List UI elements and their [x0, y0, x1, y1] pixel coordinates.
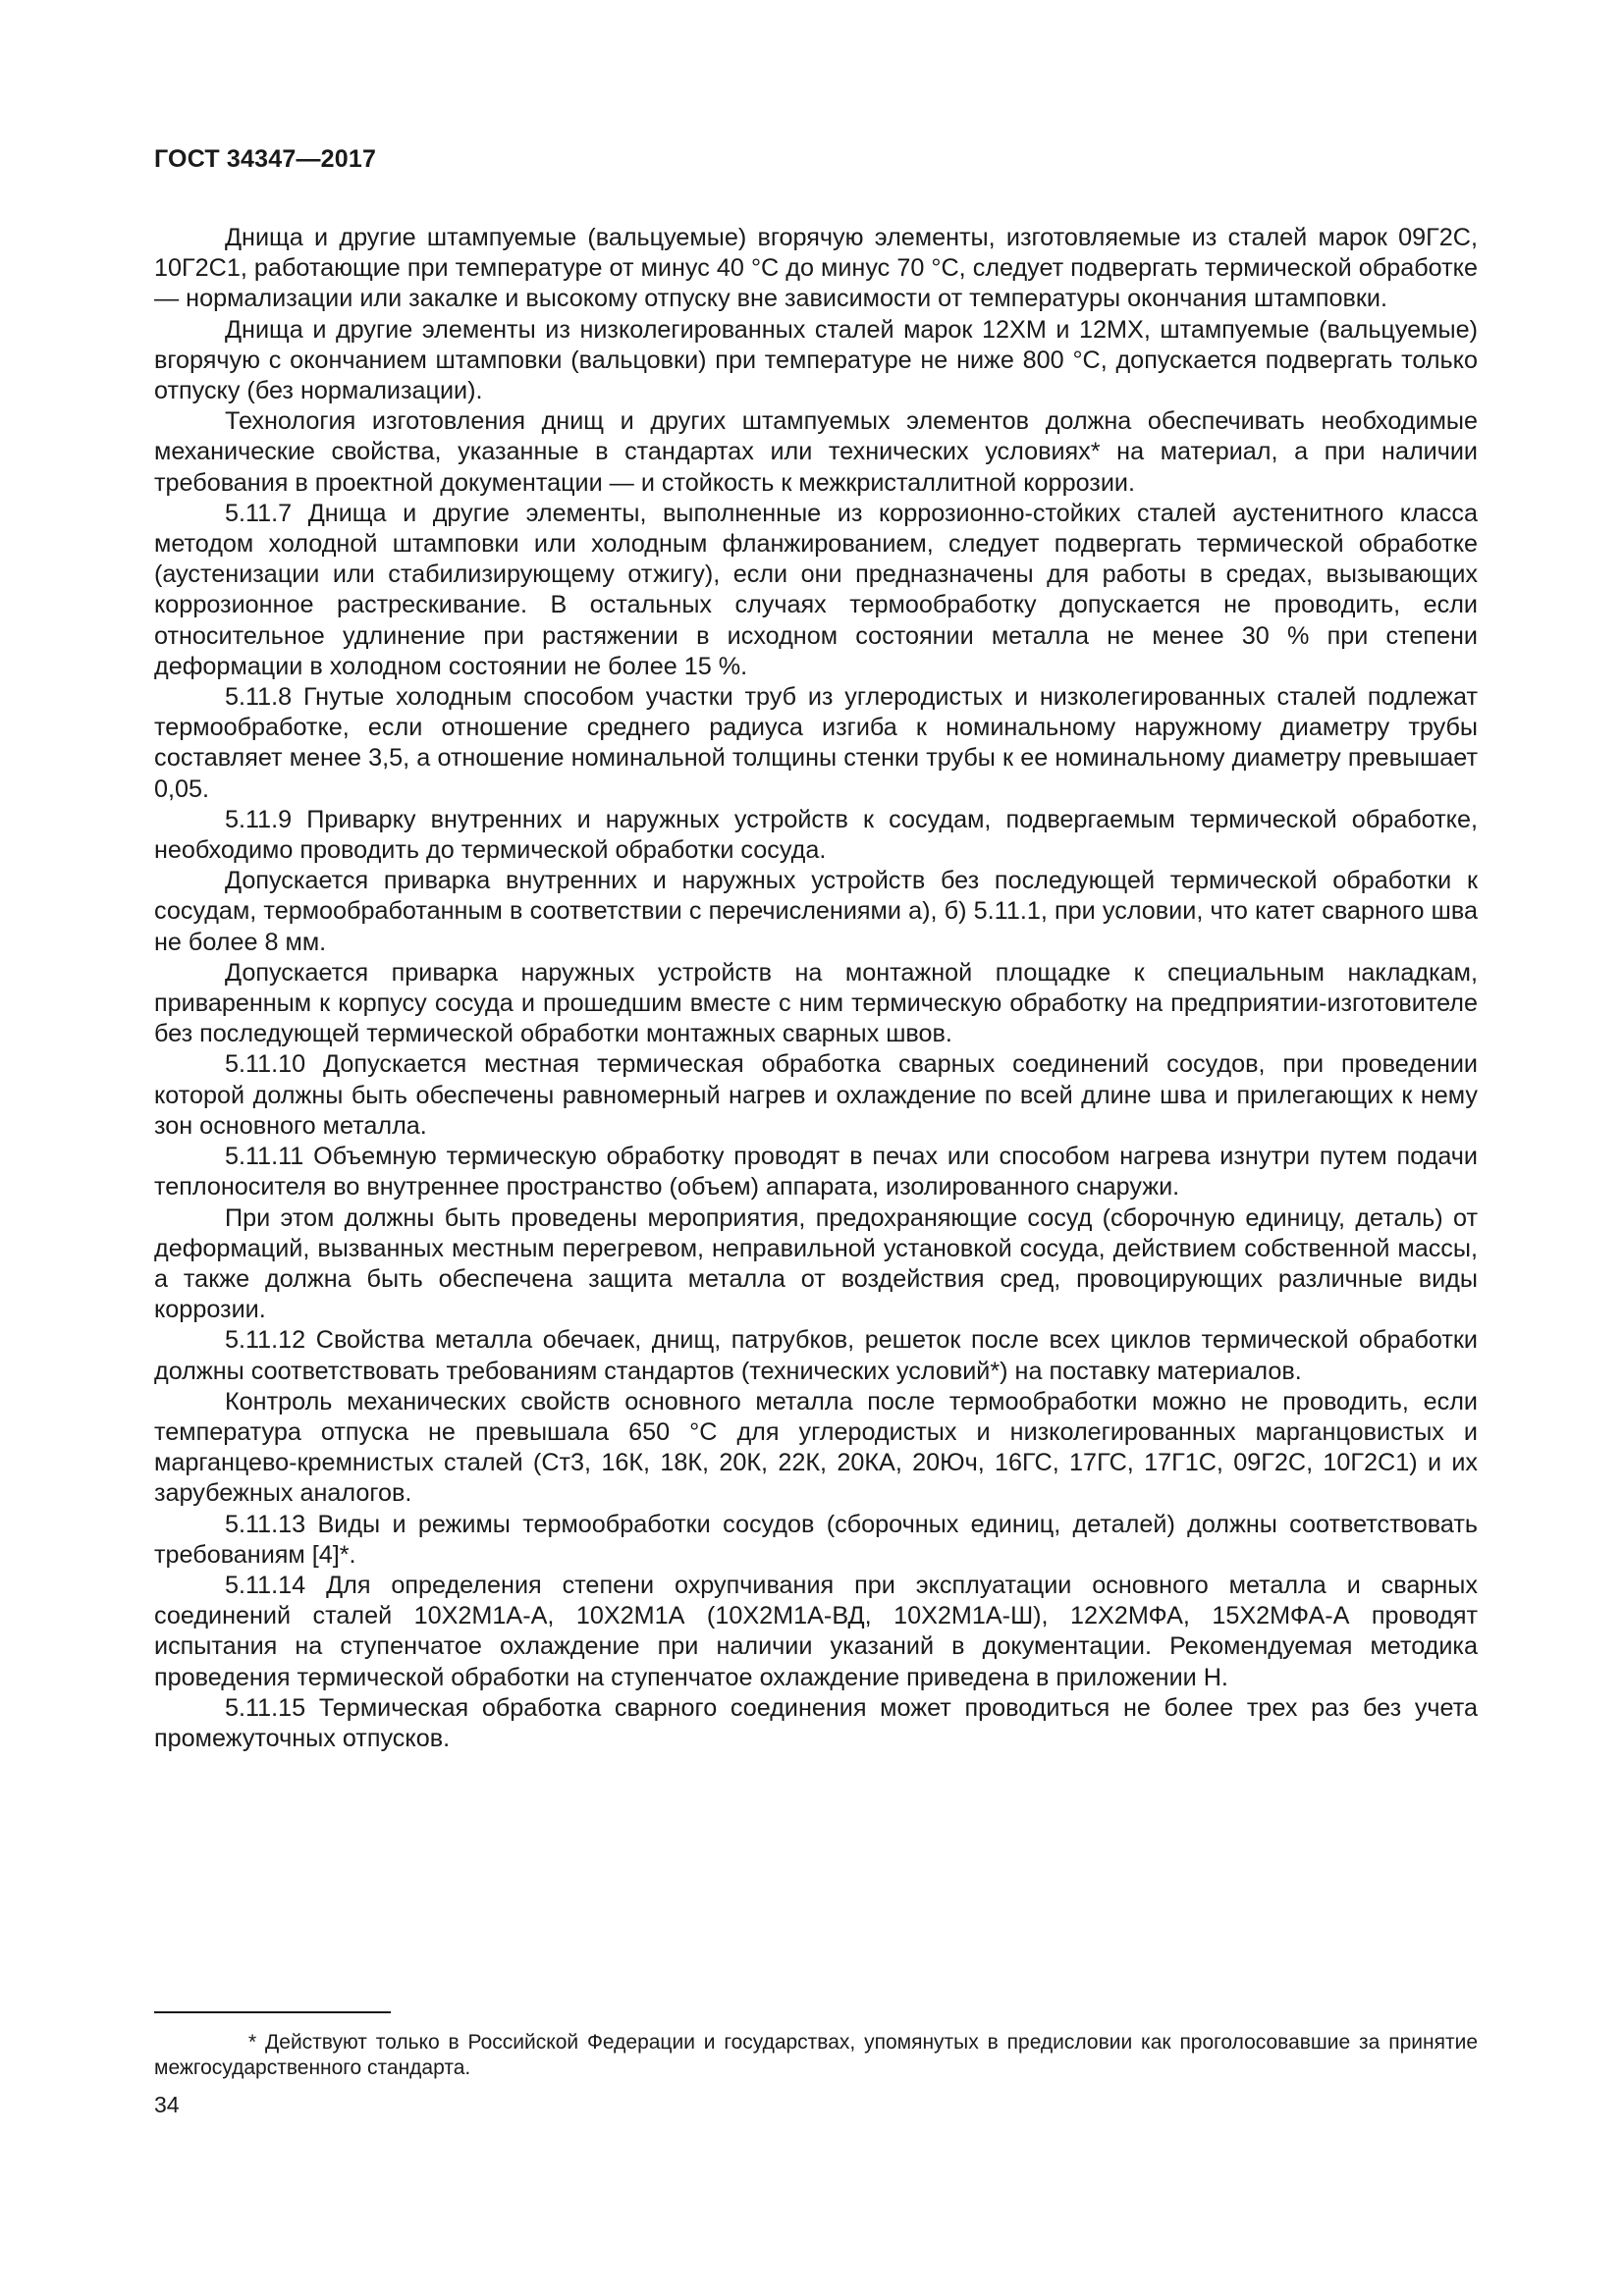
- paragraph: Днища и другие штампуемые (вальцуемые) вгорячую элементы, изготовляемые из сталей марок 09Г2С, 10Г2С1, работающие при температуре от минус 40 °С до минус 70 °С, следует подвергать термической обработке — нормализации или закалке и высокому отпуску вне зависимости от температуры окончания штамповки.: [154, 224, 1478, 313]
- clause-5-11-12: 5.11.12 Свойства металла обечаек, днищ, патрубков, решеток после всех циклов термической обработки должны соответствовать требованиям стандартов (технических условий*) на поставку материалов.: [154, 1326, 1478, 1385]
- clause-5-11-15: 5.11.15 Термическая обработка сварного соединения может проводиться не более трех раз без учета промежуточных отпусков.: [154, 1693, 1478, 1752]
- clause-5-11-8: 5.11.8 Гнутые холодным способом участки труб из углеродистых и низколегированных сталей подлежат термообработке, если отношение среднего радиуса изгиба к номинальному наружному диаметру трубы составляет менее 3,5, а отношение номинальной толщины стенки трубы к ее номинальному диаметру превышает 0,05.: [154, 683, 1478, 803]
- paragraph: Допускается приварка внутренних и наружных устройств без последующей термической обработки к сосудам, термообработанным в соответствии с перечислениями а), б) 5.11.1, при условии, что катет сварного шва не более 8 мм.: [154, 867, 1478, 956]
- paragraph: Технология изготовления днищ и других штампуемых элементов должна обеспечивать необходимые механические свойства, указанные в стандартах или технических условиях* на материал, а при наличии требования в проектной документации — и стойкость к межкристаллитной коррозии.: [154, 407, 1478, 497]
- footnote-divider: [154, 2011, 391, 2013]
- clause-5-11-14: 5.11.14 Для определения степени охрупчивания при эксплуатации основного металла и сварных соединений сталей 10Х2М1А-А, 10Х2М1А (10Х2М1А-ВД, 10Х2М1А-Ш), 12Х2МФА, 15Х2МФА-А проводят испытания на ступенчатое охлаждение при наличии указаний в документации. Рекомендуемая методика проведения термической обработки на ступенчатое охлаждение приведена в приложении Н.: [154, 1571, 1478, 1691]
- paragraph: При этом должны быть проведены мероприятия, предохраняющие сосуд (сборочную единицу, деталь) от деформаций, вызванных местным перегревом, неправильной установкой сосуда, действием собственной массы, а также должна быть обеспечена защита металла от воздействия сред, провоцирующих различные виды коррозии.: [154, 1203, 1478, 1324]
- clause-5-11-13: 5.11.13 Виды и режимы термообработки сосудов (сборочных единиц, деталей) должны соответствовать требованиям [4]*.: [154, 1510, 1478, 1569]
- clause-5-11-11: 5.11.11 Объемную термическую обработку проводят в печах или способом нагрева изнутри путем подачи теплоносителя во внутреннее пространство (объем) аппарата, изолированного снаружи.: [154, 1143, 1478, 1201]
- footnote: * Действуют только в Российской Федерации и государствах, упомянутых в предисловии как проголосовавшие за принятие межгосударственного стандарта.: [154, 2031, 1478, 2079]
- paragraph: Контроль механических свойств основного металла после термообработки можно не проводить, если температура отпуска не превышала 650 °С для углеродистых и низколегированных марганцовистых и марганцево-кремнистых сталей (Ст3, 16К, 18К, 20К, 22К, 20КА, 20Юч, 16ГС, 17ГС, 17Г1С, 09Г2С, 10Г2С1) и их зарубежных аналогов.: [154, 1387, 1478, 1508]
- document-header: ГОСТ 34347—2017: [154, 145, 377, 173]
- page-number: 34: [154, 2092, 180, 2117]
- paragraph: Днища и другие элементы из низколегированных сталей марок 12ХМ и 12МХ, штампуемые (вальцуемые) вгорячую с окончанием штамповки (вальцовки) при температуре не ниже 800 °С, допускается подвергать только отпуску (без нормализации).: [154, 315, 1478, 405]
- paragraph: Допускается приварка наружных устройств на монтажной площадке к специальным накладкам, приваренным к корпусу сосуда и прошедшим вместе с ним термическую обработку на предприятии-изготовителе без последующей термической обработки монтажных сварных швов.: [154, 958, 1478, 1048]
- clause-5-11-10: 5.11.10 Допускается местная термическая обработка сварных соединений сосудов, при проведении которой должны быть обеспечены равномерный нагрев и охлаждение по всей длине шва и прилегающих к нему зон основного металла.: [154, 1050, 1478, 1140]
- body-text: [154, 223, 1478, 1754]
- clause-5-11-9: 5.11.9 Приварку внутренних и наружных устройств к сосудам, подвергаемым термической обработке, необходимо проводить до термической обработки сосуда.: [154, 805, 1478, 865]
- clause-5-11-7: 5.11.7 Днища и другие элементы, выполненные из коррозионно-стойких сталей аустенитного класса методом холодной штамповки или холодным фланжированием, следует подвергать термической обработке (аустенизации или стабилизирующему отжигу), если они предназначены для работы в средах, вызывающих коррозионное растрескивание. В остальных случаях термообработку допускается не проводить, если относительное удлинение при растяжении в исходном состоянии металла не менее 30 % при степени деформации в холодном состоянии не более 15 %.: [154, 499, 1478, 680]
